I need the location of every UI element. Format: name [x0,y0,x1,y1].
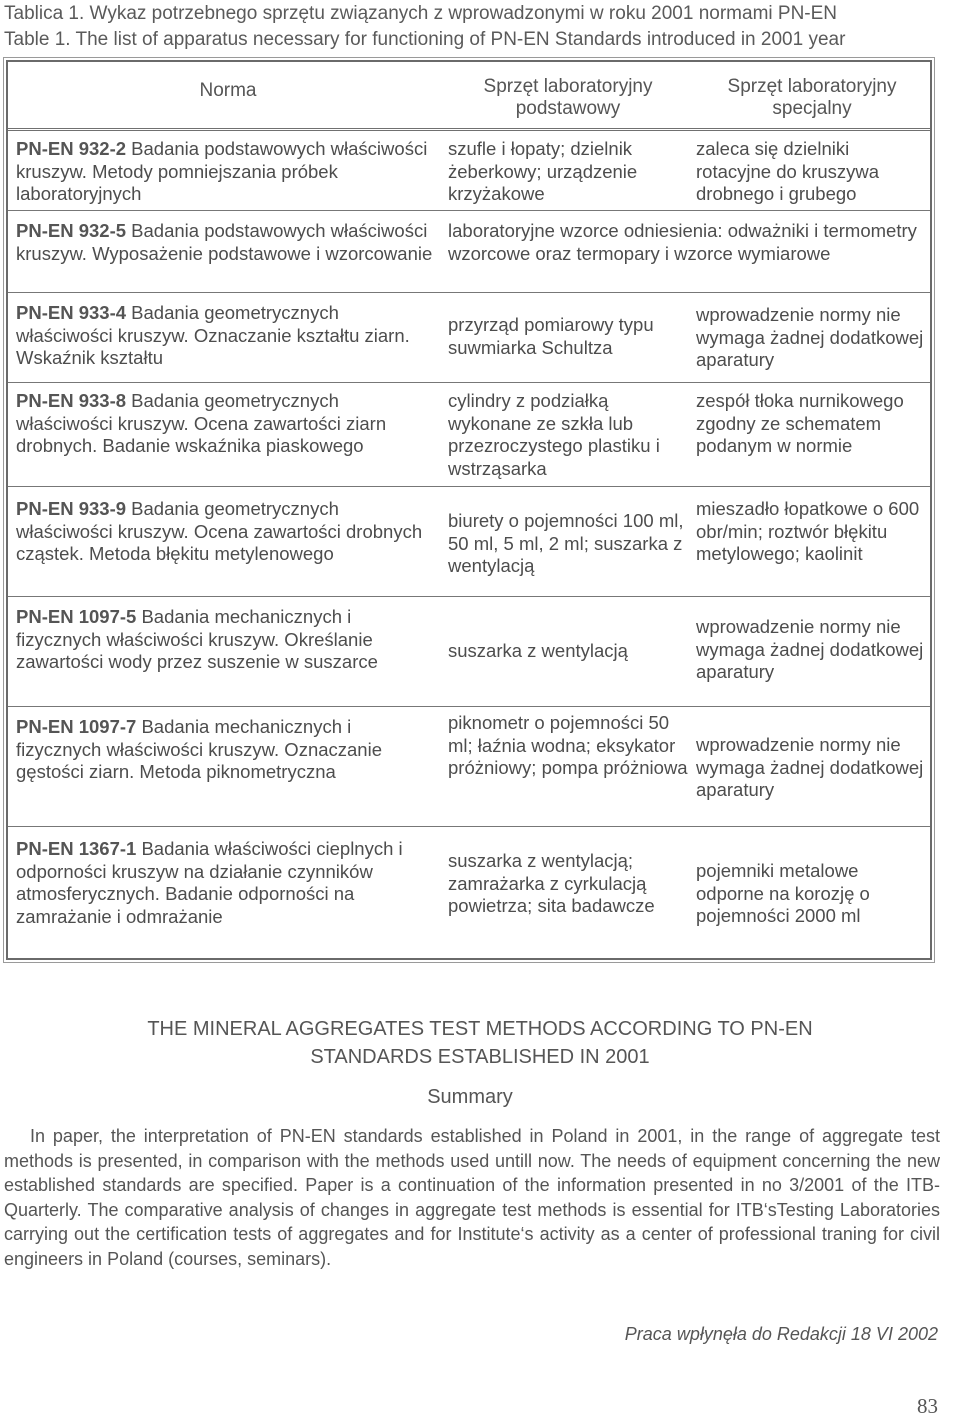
row-divider [8,292,930,293]
norm-code: PN-EN 1367-1 [16,838,137,859]
page-number: 83 [917,1394,938,1418]
header-basic-equipment: Sprzęt laboratoryjny podstawowy [483,76,653,119]
received-date: Praca wpłynęła do Redakcji 18 VI 2002 [624,1324,938,1344]
norm-code: PN-EN 933-4 [16,302,127,323]
norm-code: PN-EN 933-8 [16,390,127,411]
norm-description: Badania geometrycznych właściwości kruszyw. Oznaczanie kształtu ziarn. Wskaźnik kształtu [16,302,410,368]
special-equipment: wprowadzenie normy nie wymaga żadnej dodatkowej aparatury [696,734,924,800]
row-norma [16,606,436,674]
basic-equipment: piknometr o pojemności 50 ml; łaźnia wodna; eksykator próżniowy; pompa próżniowa [448,712,688,778]
special-equipment: wprowadzenie normy nie wymaga żadnej dodatkowej aparatury [696,304,924,370]
norm-code: PN-EN 1097-7 [16,716,137,737]
row-norma [16,220,436,265]
table-caption-english: Table 1. The list of apparatus necessary for functioning of PN-EN Standards introduced in 2001 year [4,29,846,50]
row-norma [16,302,436,370]
row-norma [16,716,436,784]
header-special-equipment: Sprzęt laboratoryjny specjalny [727,76,897,119]
row-divider [8,382,930,383]
norm-description: Badania geometrycznych właściwości kruszyw. Ocena zawartości ziarn drobnych. Badanie wskaźnika piaskowego [16,390,387,456]
row-norma [16,498,436,566]
norm-code: PN-EN 932-5 [16,220,127,241]
basic-equipment: cylindry z podziałką wykonane ze szkła lub przezroczystego plastiku i wstrząsarka [448,390,660,479]
norm-code: PN-EN 933-9 [16,498,127,519]
header-divider [8,128,930,131]
summary-heading: Summary [427,1086,513,1108]
row-divider [8,826,930,827]
norm-code: PN-EN 932-2 [16,138,127,159]
equipment-table [6,60,932,960]
norm-description: Badania mechanicznych i fizycznych właściwości kruszyw. Określanie zawartości wody przez suszenie w suszarce [16,606,378,672]
row-divider [8,210,930,211]
basic-equipment: biurety o pojemności 100 ml, 50 ml, 5 ml, 2 ml; suszarka z wentylacją [448,510,684,576]
header-norma: Norma [199,80,257,101]
summary-title-line1: THE MINERAL AGGREGATES TEST METHODS ACCORDING TO PN-EN [147,1018,813,1040]
norm-description: Badania podstawowych właściwości kruszyw. Metody pomniejszania próbek laboratoryjnych [16,138,428,204]
basic-equipment: suszarka z wentylacją [448,640,628,661]
row-divider [8,486,930,487]
row-norma [16,138,436,206]
summary-title-line2: STANDARDS ESTABLISHED IN 2001 [310,1046,650,1068]
special-equipment: wprowadzenie normy nie wymaga żadnej dodatkowej aparatury [696,616,924,682]
row-divider [8,706,930,707]
special-equipment: zespół tłoka nurnikowego zgodny ze schematem podanym w normie [696,390,904,456]
table-caption-polish: Tablica 1. Wykaz potrzebnego sprzętu związanych z wprowadzonymi w roku 2001 normami PN-EN [4,3,838,24]
row-norma [16,838,436,928]
row-norma [16,390,436,458]
special-equipment: mieszadło łopatkowe o 600 obr/min; roztwór błękitu metylowego; kaolinit [696,498,920,564]
basic-equipment: suszarka z wentylacją; zamrażarka z cyrkulacją powietrza; sita badawcze [448,850,655,916]
basic-equipment: przyrząd pomiarowy typu suwmiarka Schultza [448,314,654,358]
norm-description: Badania podstawowych właściwości kruszyw. Wyposażenie podstawowe i wzorcowanie [16,220,433,264]
summary-text: In paper, the interpretation of PN-EN standards established in Poland in 2001, in the range of aggregate test methods is presented, in comparison with the methods used untill now. The needs of equipment concerning the new established standards are specified. Paper is a continuation of the information presented in no 3/2001 of the ITB- Quarterly. The comparative analysis of changes in aggregate test methods is essential for ITB‘sTesting Laboratories carrying out the certification tests of aggregates and for Institute‘s activity as a center of professional traning for civil engineers in Poland (courses, seminars). [4,1126,940,1269]
row-divider [8,596,930,597]
norm-code: PN-EN 1097-5 [16,606,137,627]
norm-description: Badania właściwości cieplnych i odporności kruszyw na działanie czynników atmosferycznych. Badanie odporności na zamrażanie i odmrażanie [16,838,403,927]
norm-description: Badania mechanicznych i fizycznych właściwości kruszyw. Oznaczanie gęstości ziarn. Metoda piknometryczna [16,716,382,782]
merged-equipment: laboratoryjne wzorce odniesienia: odważniki i termometry wzorcowe oraz termopary i wzorce wymiarowe [448,220,917,264]
basic-equipment: szufle i łopaty; dzielnik żeberkowy; urządzenie krzyżakowe [448,138,638,204]
special-equipment: pojemniki metalowe odporne na korozję o pojemności 2000 ml [696,860,870,926]
special-equipment: zaleca się dzielniki rotacyjne do kruszywa drobnego i grubego [696,138,880,204]
norm-description: Badania geometrycznych właściwości kruszyw. Ocena zawartości drobnych cząstek. Metoda błękitu metylenowego [16,498,423,564]
